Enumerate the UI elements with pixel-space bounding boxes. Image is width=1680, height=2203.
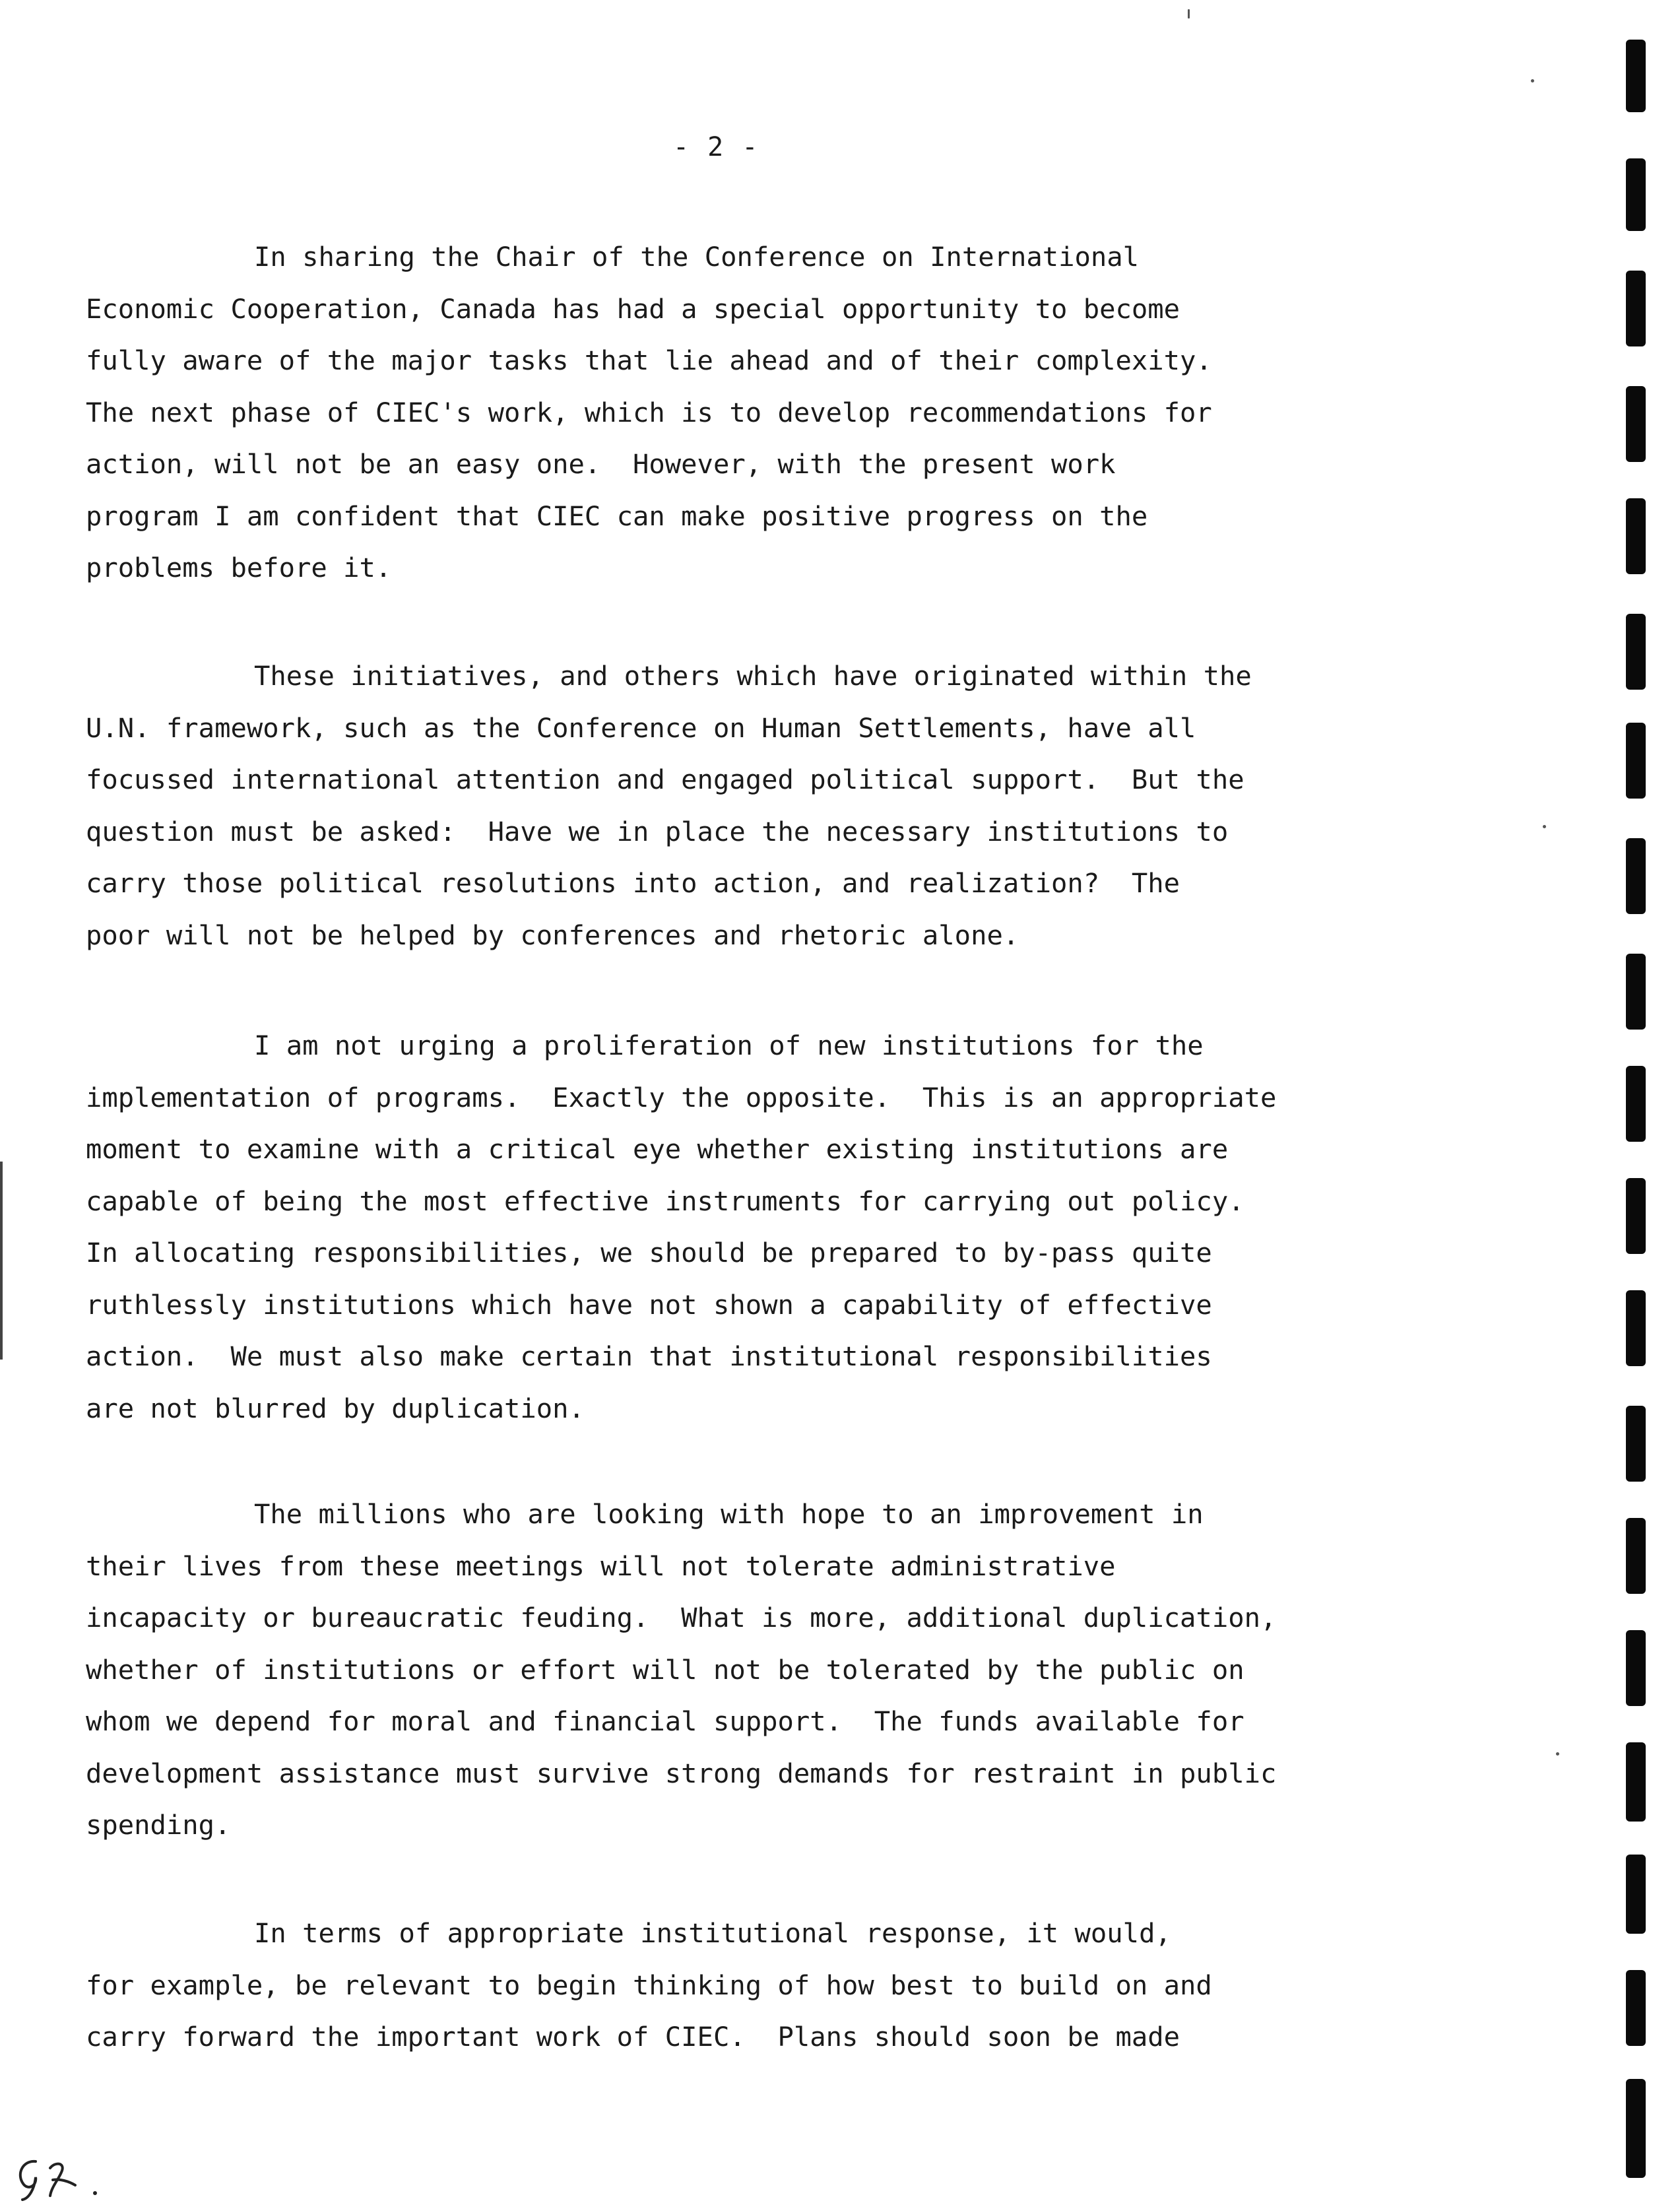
text-line: Economic Cooperation, Canada has had a special opportunity to become bbox=[86, 292, 1180, 325]
text-line: These initiatives, and others which have originated within the bbox=[254, 660, 1252, 692]
binding-hole bbox=[1626, 1290, 1646, 1366]
text-line: program I am confident that CIEC can make positive progress on the bbox=[86, 500, 1148, 532]
text-line: poor will not be helped by conferences and rhetoric alone. bbox=[86, 919, 1019, 951]
binding-hole bbox=[1626, 723, 1646, 799]
scan-edge-shadow bbox=[0, 1162, 3, 1360]
text-line: The millions who are looking with hope to an improvement in bbox=[254, 1498, 1204, 1530]
binding-hole bbox=[1626, 1855, 1646, 1934]
scan-speck bbox=[1543, 825, 1546, 828]
text-line: ruthlessly institutions which have not shown a capability of effective bbox=[86, 1288, 1212, 1321]
binding-hole bbox=[1626, 271, 1646, 346]
text-line: In allocating responsibilities, we should be prepared to by-pass quite bbox=[86, 1237, 1212, 1268]
text-line: I am not urging a proliferation of new institutions for the bbox=[254, 1030, 1204, 1061]
text-line: are not blurred by duplication. bbox=[86, 1392, 585, 1424]
text-line: In terms of appropriate institutional response, it would, bbox=[254, 1917, 1171, 1949]
text-line: whether of institutions or effort will not be tolerated by the public on bbox=[86, 1653, 1244, 1686]
text-line: carry those political resolutions into action, and realization? The bbox=[86, 867, 1180, 899]
text-line: problems before it. bbox=[86, 552, 392, 583]
binding-hole bbox=[1626, 838, 1646, 914]
paragraph-5 bbox=[86, 1907, 1405, 2063]
text-line: question must be asked: Have we in place the necessary institutions to bbox=[86, 815, 1229, 847]
text-line: development assistance must survive strong demands for restraint in public bbox=[86, 1757, 1277, 1789]
binding-hole bbox=[1626, 40, 1646, 112]
text-line: focussed international attention and engaged political support. But the bbox=[86, 764, 1244, 795]
text-line: action, will not be an easy one. However, with the present work bbox=[86, 448, 1116, 480]
binding-hole bbox=[1626, 1970, 1646, 2046]
text-line: capable of being the most effective instruments for carrying out policy. bbox=[86, 1185, 1244, 1217]
text-line: moment to examine with a critical eye whether existing institutions are bbox=[86, 1133, 1229, 1165]
text-line: carry forward the important work of CIEC. Plans should soon be made bbox=[86, 2021, 1180, 2053]
binding-hole bbox=[1626, 386, 1646, 462]
text-line: for example, be relevant to begin thinking of how best to build on and bbox=[86, 1969, 1212, 2001]
binding-hole bbox=[1626, 954, 1646, 1030]
paragraph-4 bbox=[86, 1488, 1405, 1851]
binding-hole bbox=[1626, 498, 1646, 574]
binding-hole bbox=[1626, 1066, 1646, 1142]
binding-hole bbox=[1626, 1178, 1646, 1254]
text-line: implementation of programs. Exactly the opposite. This is an appropriate bbox=[86, 1081, 1277, 1113]
binding-hole bbox=[1626, 158, 1646, 231]
handwritten-mark bbox=[9, 2148, 121, 2201]
text-line: fully aware of the major tasks that lie ahead and of their complexity. bbox=[86, 345, 1212, 376]
binding-hole bbox=[1626, 614, 1646, 690]
paragraph-2 bbox=[86, 650, 1405, 961]
text-line: whom we depend for moral and financial support. The funds available for bbox=[86, 1705, 1244, 1737]
text-line: U.N. framework, such as the Conference on Human Settlements, have all bbox=[86, 711, 1196, 744]
scan-speck bbox=[1556, 1752, 1559, 1756]
paragraph-3 bbox=[86, 1020, 1405, 1434]
page-number: - 2 - bbox=[673, 132, 759, 162]
scan-speck bbox=[1188, 9, 1190, 18]
text-line: their lives from these meetings will not tolerate administrative bbox=[86, 1550, 1116, 1582]
binding-hole bbox=[1626, 1742, 1646, 1822]
binding-hole bbox=[1626, 1630, 1646, 1706]
binding-hole bbox=[1626, 1406, 1646, 1482]
text-line: The next phase of CIEC's work, which is to develop recommendations for bbox=[86, 396, 1212, 428]
text-line: incapacity or bureaucratic feuding. What is more, additional duplication, bbox=[86, 1602, 1277, 1633]
text-line: In sharing the Chair of the Conference on International bbox=[254, 241, 1140, 273]
text-line: spending. bbox=[86, 1809, 231, 1841]
text-line: action. We must also make certain that institutional responsibilities bbox=[86, 1340, 1212, 1372]
binding-hole bbox=[1626, 1518, 1646, 1594]
paragraph-1 bbox=[86, 231, 1405, 594]
binding-hole bbox=[1626, 2079, 1646, 2178]
scan-speck bbox=[1531, 79, 1534, 82]
